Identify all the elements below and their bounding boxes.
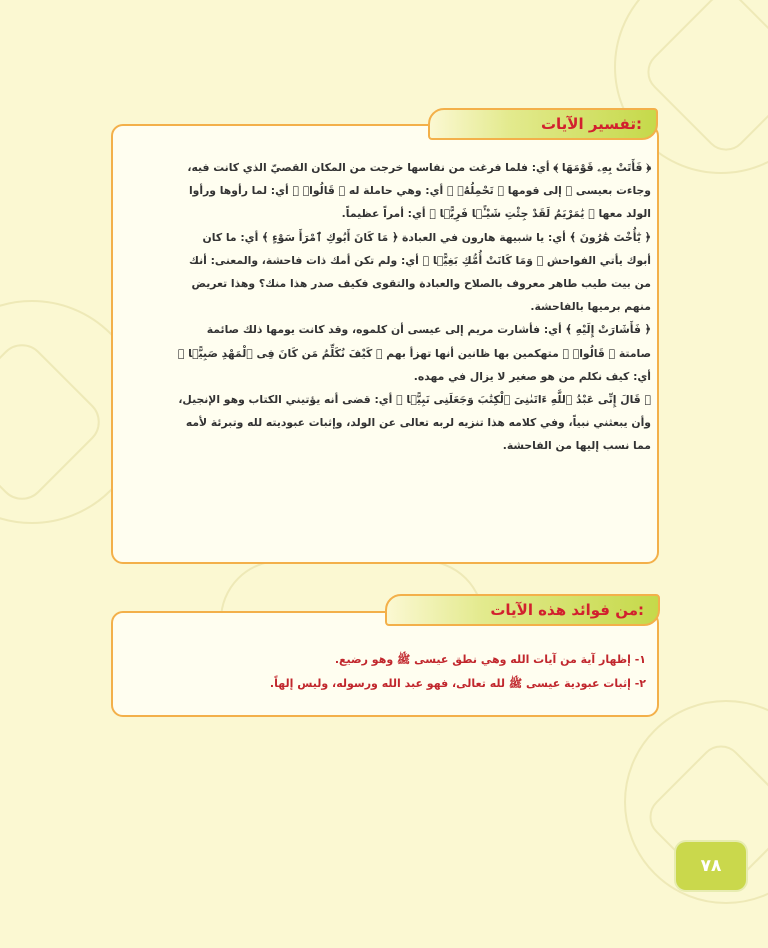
tafsir-line: وجاءت بعيسى ﷺ إلى قومها ﴿ تَحْمِلُهُۥ ﴾ أي: وهي حاملة له ﴿ قَالُوا۟ ﴾ أي: لما رأوها ورأوا <box>188 184 651 198</box>
tafsir-line: الولد معها ﴿ يَٰمَرْيَمُ لَقَدْ جِئْتِ شَيْـًۭٔا فَرِيًّۭا ﴾ أي: أمراً عظيماً. <box>341 207 651 221</box>
tafsir-line: منهم برميها بالفاحشة. <box>530 300 651 314</box>
tafsir-line: مما نسب إليها من الفاحشة. <box>502 439 651 453</box>
section-title-tafsir: تفسير الآيات: <box>428 108 658 140</box>
benefits-list <box>123 648 646 696</box>
list-item: ١- إظهار آية من آيات الله وهي نطق عيسى ﷺ وهو رضيع. <box>334 653 646 666</box>
tafsir-line: من بيت طيب طاهر معروف بالصلاح والعبادة والتقوى فكيف صدر هذا منك؟ وهذا تعريض <box>191 277 651 291</box>
list-item: ٢- إثبات عبودية عيسى ﷺ لله تعالى، فهو عبد الله ورسوله، وليس إلهاً. <box>269 677 646 690</box>
tafsir-line: ﴿ يَٰٓأُخْتَ هَٰرُونَ ﴾ أي: يا شبيهة هارون في العبادة ﴿ مَا كَانَ أَبُوكِ ٱمْرَأَ سَوْءٍ ﴾ أي: ما كان <box>202 230 651 244</box>
section-title-benefits: من فوائد هذه الآيات: <box>385 594 660 626</box>
tafsir-line: وأن يبعثني نبياً، وفي كلامه هذا تنزيه لربه تعالى عن الولد، وإثبات عبوديته لله وتبرئة لأمه <box>185 416 651 430</box>
tafsir-line: ﴿ قَالَ إِنِّى عَبْدُ ٱللَّهِ ءَاتَىٰنِىَ ٱلْكِتَٰبَ وَجَعَلَنِى نَبِيًّۭا ﴾ أي: قضى أنه يؤتيني الكتاب وهو الإنجيل، <box>178 393 651 407</box>
tafsir-line: صامتة ﴿ قَالُوا۟ ﴾ متهكمين بها ظانين أنها تهزأ بهم ﴿ كَيْفَ نُكَلِّمُ مَن كَانَ فِى ٱلْمَهْدِ صَبِيًّۭا ﴾ <box>177 346 651 360</box>
tafsir-line: أبوك يأتي الفواحش ﴿ وَمَا كَانَتْ أُمُّكِ بَغِيًّۭا ﴾ أي: ولم تكن أمك ذات فاحشة، والمعنى: أنك <box>189 253 651 267</box>
tafsir-text <box>123 156 651 458</box>
tafsir-line: ﴿ فَأَشَارَتْ إِلَيْهِ ﴾ أي: فأشارت مريم إلى عيسى أن كلموه، وقد كانت يومها ذلك صائمة <box>206 323 651 337</box>
tafsir-line: ﴿ فَأَتَتْ بِهِۦ قَوْمَهَا ﴾ أي: فلما فرغت من نفاسها خرجت من المكان القصيّ الذي كانت فيه، <box>187 161 651 174</box>
tafsir-line: أي: كيف نكلم من هو صغير لا يزال في مهده. <box>413 369 651 383</box>
page-number-badge: ٧٨ <box>676 842 746 890</box>
